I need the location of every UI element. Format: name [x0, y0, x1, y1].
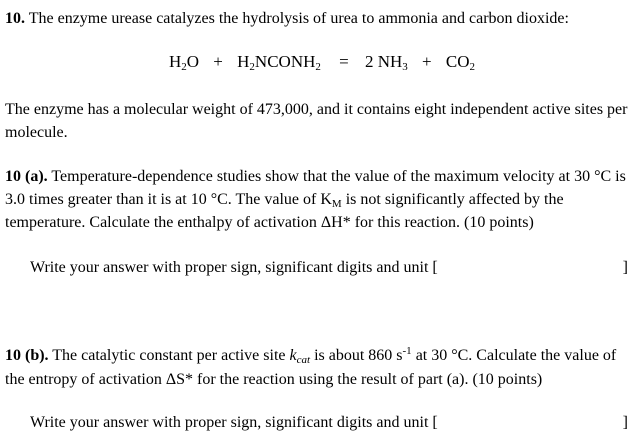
enzyme-description-line-2: molecule.: [5, 124, 68, 141]
reaction-equation: [0, 50, 644, 79]
intro-text: The enzyme urease catalyzes the hydrolysis of urea to ammonia and carbon dioxide:: [25, 10, 569, 27]
enzyme-description-line-1: The enzyme has a molecular weight of 473,000, and it contains eight independent active sites per: [5, 101, 628, 118]
question-10-intro: [5, 7, 569, 30]
water-formula: $H_2O$: [168, 52, 200, 73]
ammonia-formula: 2 $NH_3$: [364, 52, 408, 73]
part-a-line-2: 3.0 times greater than it is at 10 °C. The value of $K_M$ is not significantly affected by the: [5, 191, 564, 210]
part-a-line-1: 10 (a). Temperature-dependence studies show that the value of the maximum velocity at 30 °C is: [5, 168, 626, 185]
equals-sign: =: [339, 52, 349, 71]
co2-formula: $CO_2$: [445, 52, 475, 73]
question-number: 10.: [5, 10, 25, 27]
part-b-answer-close-bracket: ]: [622, 414, 628, 431]
part-b-line-1: 10 (b). The catalytic constant per active site $k_{cat}$ is about 860 $s^{-1}$ at 30 °C. Calculate the value of: [5, 345, 617, 366]
part-b-line-2: the entropy of activation ΔS* for the reaction using the result of part (a). (10 points): [5, 371, 543, 388]
part-b-label: 10 (b).: [5, 347, 49, 364]
part-a-answer-field[interactable]: [30, 257, 628, 279]
urea-formula: $H_2NCONH_2$: [237, 52, 321, 73]
plus-sign-2: +: [422, 52, 432, 71]
part-b-answer-prompt: Write your answer with proper sign, significant digits and unit [: [30, 414, 438, 431]
part-a-label: 10 (a).: [5, 168, 48, 185]
part-a-answer-prompt: Write your answer with proper sign, significant digits and unit [: [30, 259, 438, 276]
part-a-line-3: temperature. Calculate the enthalpy of activation ΔH* for this reaction. (10 points): [5, 214, 534, 231]
part-b-answer-field[interactable]: [30, 412, 628, 434]
part-a-answer-close-bracket: ]: [622, 259, 628, 276]
plus-sign: +: [213, 52, 223, 71]
